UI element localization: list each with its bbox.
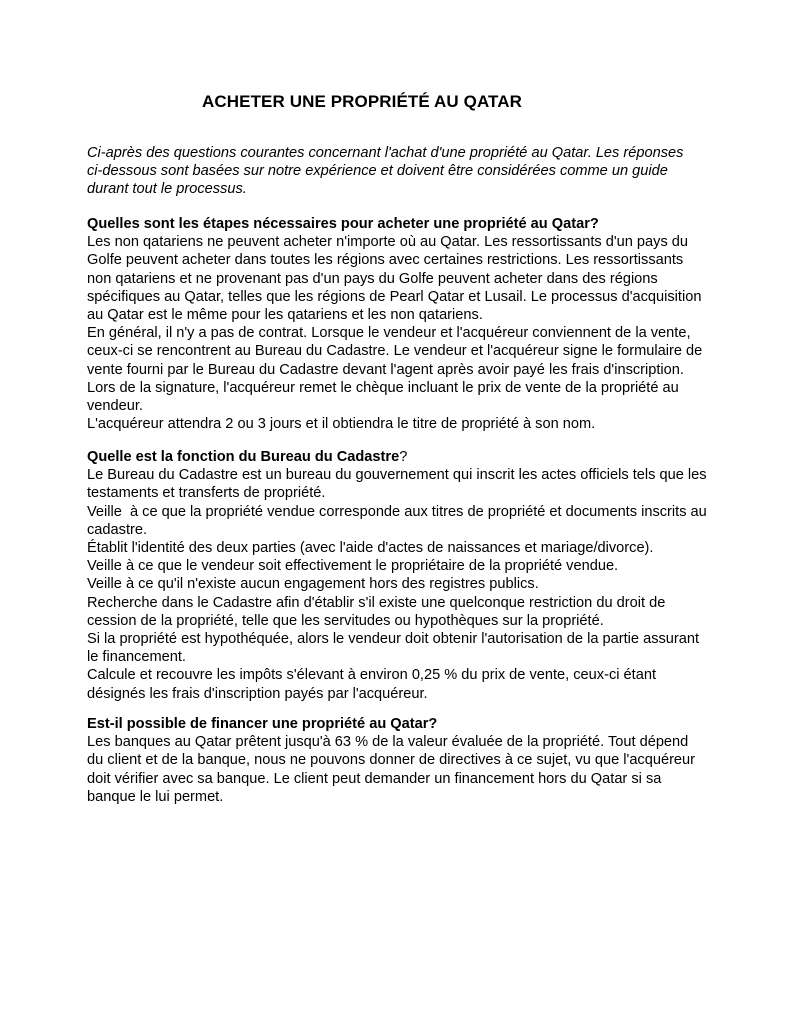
document-title: ACHETER UNE PROPRIÉTÉ AU QATAR — [202, 92, 523, 111]
faq-section-cadastre — [87, 448, 711, 703]
faq-question-tail: ? — [399, 449, 408, 465]
faq-answer-paragraph: Le Bureau du Cadastre est un bureau du gouvernement qui inscrit les actes officiels tels que les testaments et transferts de propriété. — [87, 467, 707, 502]
faq-answer-paragraph: Les non qatariens ne peuvent acheter n'importe où au Qatar. Les ressortissants d'un pays du Golfe peuvent acheter dans toutes les régions avec certaines restrictions. Les ressortissants non qatariens et ne provenant pas d'un pays du Golfe peuvent acheter dans des régions spécifiques au Qatar, telles que les régions de Pearl Qatar et Lusail. Le processus d'acquisition au Qatar est le même pour les qatariens et les non qatariens. — [87, 234, 702, 324]
faq-answer-paragraph: Les banques au Qatar prêtent jusqu'à 63 % de la valeur évaluée de la propriété. Tout dépend du client et de la banque, nous ne pouvons donner de directives à ce sujet, vu que l'acquéreur doit vérifier avec sa banque. Le client peut demander un financement hors du Qatar si sa banque le lui permet. — [87, 734, 696, 805]
faq-answer-paragraph: Si la propriété est hypothéquée, alors le vendeur doit obtenir l'autorisation de la partie assurant le financement. — [87, 631, 700, 666]
faq-question-text: Quelle est la fonction du Bureau du Cadastre — [87, 449, 400, 465]
faq-question — [87, 448, 707, 466]
intro-paragraph: Ci-après des questions courantes concernant l'achat d'une propriété au Qatar. Les réponses ci-dessous sont basées sur notre expérience et doivent être considérées comme un guide durant tout le processus. — [87, 145, 684, 198]
faq-answer-paragraph: L'acquéreur attendra 2 ou 3 jours et il obtiendra le titre de propriété à son nom. — [87, 416, 596, 433]
faq-answer-paragraph: Veille à ce que le vendeur soit effectivement le propriétaire de la propriété vendue. — [87, 558, 619, 575]
faq-answer-paragraph: Veille à ce que la propriété vendue corresponde aux titres de propriété et documents inscrits au cadastre. — [87, 503, 711, 538]
faq-answer-paragraph: Veille à ce qu'il n'existe aucun engagement hors des registres publics. — [87, 576, 539, 593]
faq-question-text: Quelles sont les étapes nécessaires pour acheter une propriété au Qatar? — [87, 216, 599, 232]
faq-question-text: Est-il possible de financer une propriété au Qatar? — [87, 716, 438, 732]
faq-answer-paragraph: En général, il n'y a pas de contrat. Lorsque le vendeur et l'acquéreur conviennent de la vente, ceux-ci se rencontrent au Bureau du Cadastre. Le vendeur et l'acquéreur signe le formulaire de vente fourni par le Bureau du Cadastre devant l'agent après avoir payé les frais d'inscription. Lors de la signature, l'acquéreur remet le chèque incluant le prix de vente de la propriété au vendeur. — [87, 325, 703, 415]
faq-question — [87, 215, 707, 233]
faq-answer-paragraph: Calcule et recouvre les impôts s'élevant à environ 0,25 % du prix de vente, ceux-ci étant désignés les frais d'inscription payés par l'acquéreur. — [87, 667, 656, 702]
faq-section-steps — [87, 215, 707, 433]
faq-answer-paragraph: Établit l'identité des deux parties (avec l'aide d'actes de naissances et mariage/divorce). — [87, 540, 654, 557]
faq-question — [87, 715, 707, 733]
faq-section-financing — [87, 715, 707, 806]
faq-answer-paragraph: Recherche dans le Cadastre afin d'établir s'il existe une quelconque restriction du droit de cession de la propriété, telle que les servitudes ou hypothèques sur la propriété. — [87, 594, 666, 629]
